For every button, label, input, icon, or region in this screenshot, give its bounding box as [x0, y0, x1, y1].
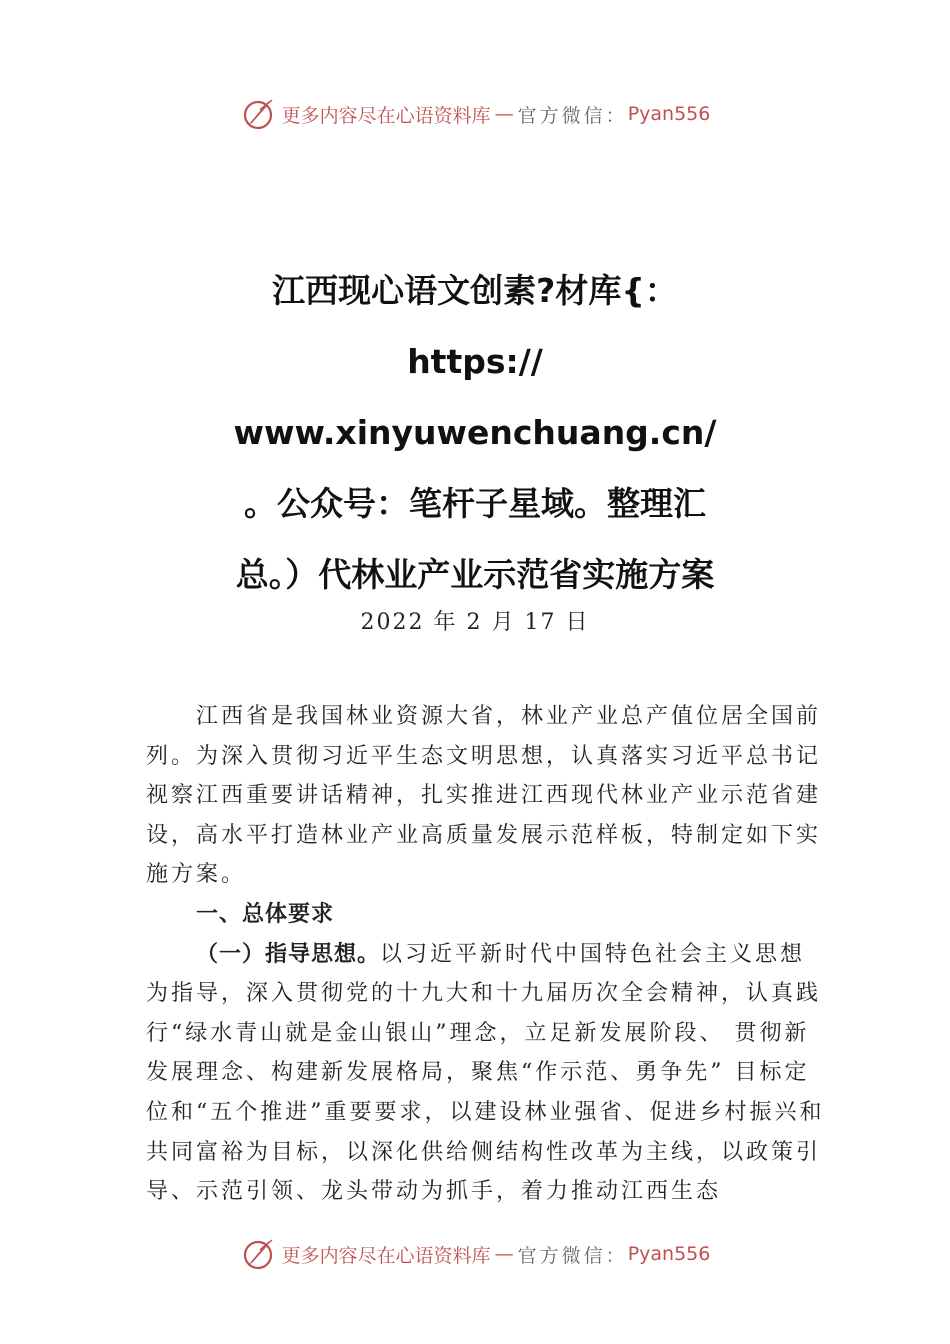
paragraph-text: 以习近平新时代中国特色社会主义思想为指导，深入贯彻党的十九大和十九届历次全会精神，认真践行“绿水青山就是金山银山”理念，立足新发展阶段、 贯彻新发展理念、构建新发展格局，聚焦“作示范、勇争先” 目标定位和“五个推进”重要要求，以建设林业强省、促进乡村振兴和共同富裕为目标，以深化供给侧结构性改革为主线，以政策引导、示范引领、龙头带动为抓手，着力推动江西生态 — [146, 941, 825, 1205]
banner-text: 更多内容尽在心语资料库 — [281, 1244, 491, 1267]
paragraph — [146, 935, 826, 1212]
title-line: 江西现心语文创素?材库{： — [272, 271, 678, 310]
banner-label: 官方微信： — [517, 1244, 628, 1267]
section-heading: 一、总体要求 — [196, 901, 335, 927]
document-body — [146, 697, 826, 1212]
document-date: 2022 年 2 月 17 日 — [360, 610, 590, 635]
footer-banner — [0, 1234, 950, 1274]
banner-label: 官方微信： — [517, 104, 628, 127]
quill-logo-icon — [240, 96, 276, 132]
title-line: www.xinyuwenchuang.cn/ — [233, 413, 717, 452]
banner-separator: — — [494, 103, 514, 125]
title-line: 。公众号：笔杆子星域。整理汇 — [244, 484, 706, 523]
banner-text: 更多内容尽在心语资料库 — [281, 104, 491, 127]
banner-account: Pyan556 — [627, 1243, 711, 1265]
title-line: https:// — [407, 342, 543, 381]
document-title — [150, 255, 800, 610]
paragraph: 江西省是我国林业资源大省，林业产业总产值位居全国前列。为深入贯彻习近平生态文明思想，认真落实习近平总书记视察江西重要讲话精神，扎实推进江西现代林业产业示范省建设，高水平打造林业产业高质量发展示范样板，特制定如下实施方案。 — [146, 704, 822, 888]
banner-account: Pyan556 — [627, 103, 711, 125]
quill-logo-icon — [240, 1236, 276, 1272]
header-banner — [0, 94, 950, 134]
title-line: 总。）代林业产业示范省实施方案 — [235, 555, 715, 594]
paragraph-lead: （一）指导思想。 — [196, 941, 381, 967]
banner-separator: — — [494, 1243, 514, 1265]
